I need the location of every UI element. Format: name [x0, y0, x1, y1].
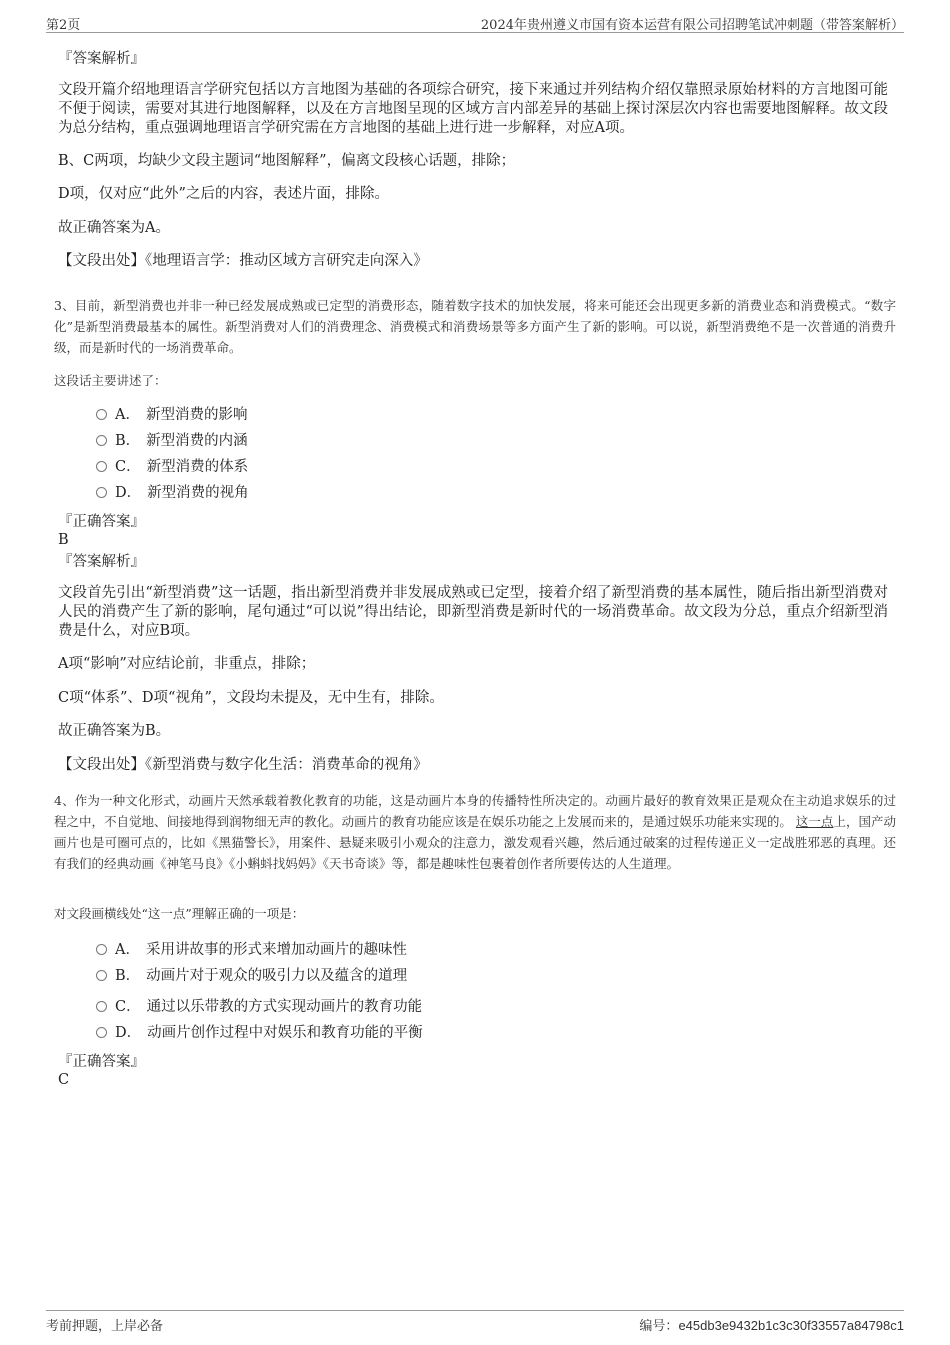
question-3-option-a[interactable]: A． 新型消费的影响 — [96, 406, 247, 425]
radio-icon[interactable] — [96, 944, 107, 955]
page-footer — [46, 1310, 904, 1333]
question-4-option-c[interactable]: C． 通过以乐带教的方式实现动画片的教育功能 — [96, 998, 422, 1017]
radio-icon[interactable] — [96, 970, 107, 981]
explanation-cd: C项“体系”、D项“视角”，文段均未提及，无中生有，排除。 — [58, 690, 444, 706]
explanation-bc: B、C两项，均缺少文段主题词“地图解释”，偏离文段核心话题，排除； — [58, 153, 516, 169]
radio-icon[interactable] — [96, 435, 107, 446]
document-code: 编号：e45db3e9432b1c3c30f33557a84798c1 — [639, 1318, 904, 1334]
correct-answer-value: B — [58, 532, 69, 548]
source-citation: 【文段出处】《新型消费与数字化生活：消费革命的视角》 — [58, 757, 428, 773]
question-3-prompt: 这段话主要讲述了： — [54, 373, 167, 388]
underlined-phrase: 这一点 — [795, 814, 834, 829]
radio-icon[interactable] — [96, 461, 107, 472]
question-4-option-a[interactable]: A． 采用讲故事的形式来增加动画片的趣味性 — [96, 941, 407, 960]
question-3-stem: 3、目前，新型消费也并非一种已经发展成熟或已定型的消费形态，随着数字技术的加快发展，将来可能还会出现更多新的消费业态和消费模式。“数字化”是新型消费最基本的属性。新型消费对人们的消费理念、消费模式和消费场景等多方面产生了新的影响。可以说，新型消费绝不是一次普通的消费升级，而是新时代的一场消费革命。 — [54, 298, 896, 355]
radio-icon[interactable] — [96, 409, 107, 420]
footer-slogan: 考前押题，上岸必备 — [46, 1319, 164, 1334]
question-3-option-c[interactable]: C． 新型消费的体系 — [96, 458, 248, 477]
explanation-a: A项“影响”对应结论前，非重点，排除； — [58, 656, 316, 672]
document-title: 2024年贵州遵义市国有资本运营有限公司招聘笔试冲刺题（带答案解析） — [480, 18, 904, 33]
correct-answer-value: C — [58, 1072, 70, 1088]
conclusion: 故正确答案为B。 — [58, 723, 171, 739]
question-3-option-d[interactable]: D． 新型消费的视角 — [96, 484, 249, 503]
explanation-d: D项，仅对应“此外”之后的内容，表述片面，排除。 — [58, 186, 389, 202]
answer-explanation-text: 文段首先引出“新型消费”这一话题，指出新型消费并非发展成熟或已定型，接着介绍了新型消费的基本属性，随后指出新型消费对人民的消费产生了新的影响，尾句通过“可以说”得出结论，即新型消费是新时代的一场消费革命。故文段为分总，重点介绍新型消费是什么，对应B项。 — [58, 585, 888, 639]
question-4-stem: 4、作为一种文化形式，动画片天然承载着教化教育的功能，这是动画片本身的传播特性所决定的。动画片最好的教育效果正是观众在主动追求娱乐的过程之中，不自觉地、间接地得到润物细无声的教化。动画片的教育功能应该是在娱乐功能之上发展而来的，是通过娱乐功能来实现的。 这一点上，国产动画片也是可圈可点的，比如《黑猫警长》，用案件、悬疑来吸引小观众的注意力，激发观看兴趣，然后通过破案的过程传递正义一定战胜邪恶的真理。还有我们的经典动画《神笔马良》《小蝌蚪找妈妈》《天书奇谈》等，都是趣味性包裹着创作者所要传达的人生道理。 — [54, 793, 896, 871]
question-4-prompt: 对文段画横线处“这一点”理解正确的一项是： — [54, 906, 305, 921]
page-number: 第2页 — [46, 18, 81, 33]
page-header — [46, 14, 904, 33]
answer-explanation-label: 『答案解析』 — [58, 51, 145, 67]
question-3-option-b[interactable]: B． 新型消费的内涵 — [96, 432, 248, 451]
radio-icon[interactable] — [96, 487, 107, 498]
radio-icon[interactable] — [96, 1027, 107, 1038]
correct-answer-label: 『正确答案』 — [58, 1054, 145, 1070]
correct-answer-label: 『正确答案』 — [58, 514, 145, 530]
conclusion: 故正确答案为A。 — [58, 220, 170, 236]
question-4-option-b[interactable]: B． 动画片对于观众的吸引力以及蕴含的道理 — [96, 967, 407, 986]
answer-explanation-label: 『答案解析』 — [58, 554, 145, 570]
radio-icon[interactable] — [96, 1001, 107, 1012]
source-citation: 【文段出处】《地理语言学：推动区域方言研究走向深入》 — [58, 253, 428, 269]
answer-explanation-text: 文段开篇介绍地理语言学研究包括以方言地图为基础的各项综合研究，接下来通过并列结构介绍仅靠照录原始材料的方言地图可能不便于阅读，需要对其进行地图解释，以及在方言地图呈现的区域方言内部差异的基础上探讨深层次内容也需要地图解释。故文段为总分结构，重点强调地理语言学研究需在方言地图的基础上进行进一步解释，对应A项。 — [58, 82, 888, 136]
question-4-option-d[interactable]: D． 动画片创作过程中对娱乐和教育功能的平衡 — [96, 1024, 423, 1043]
